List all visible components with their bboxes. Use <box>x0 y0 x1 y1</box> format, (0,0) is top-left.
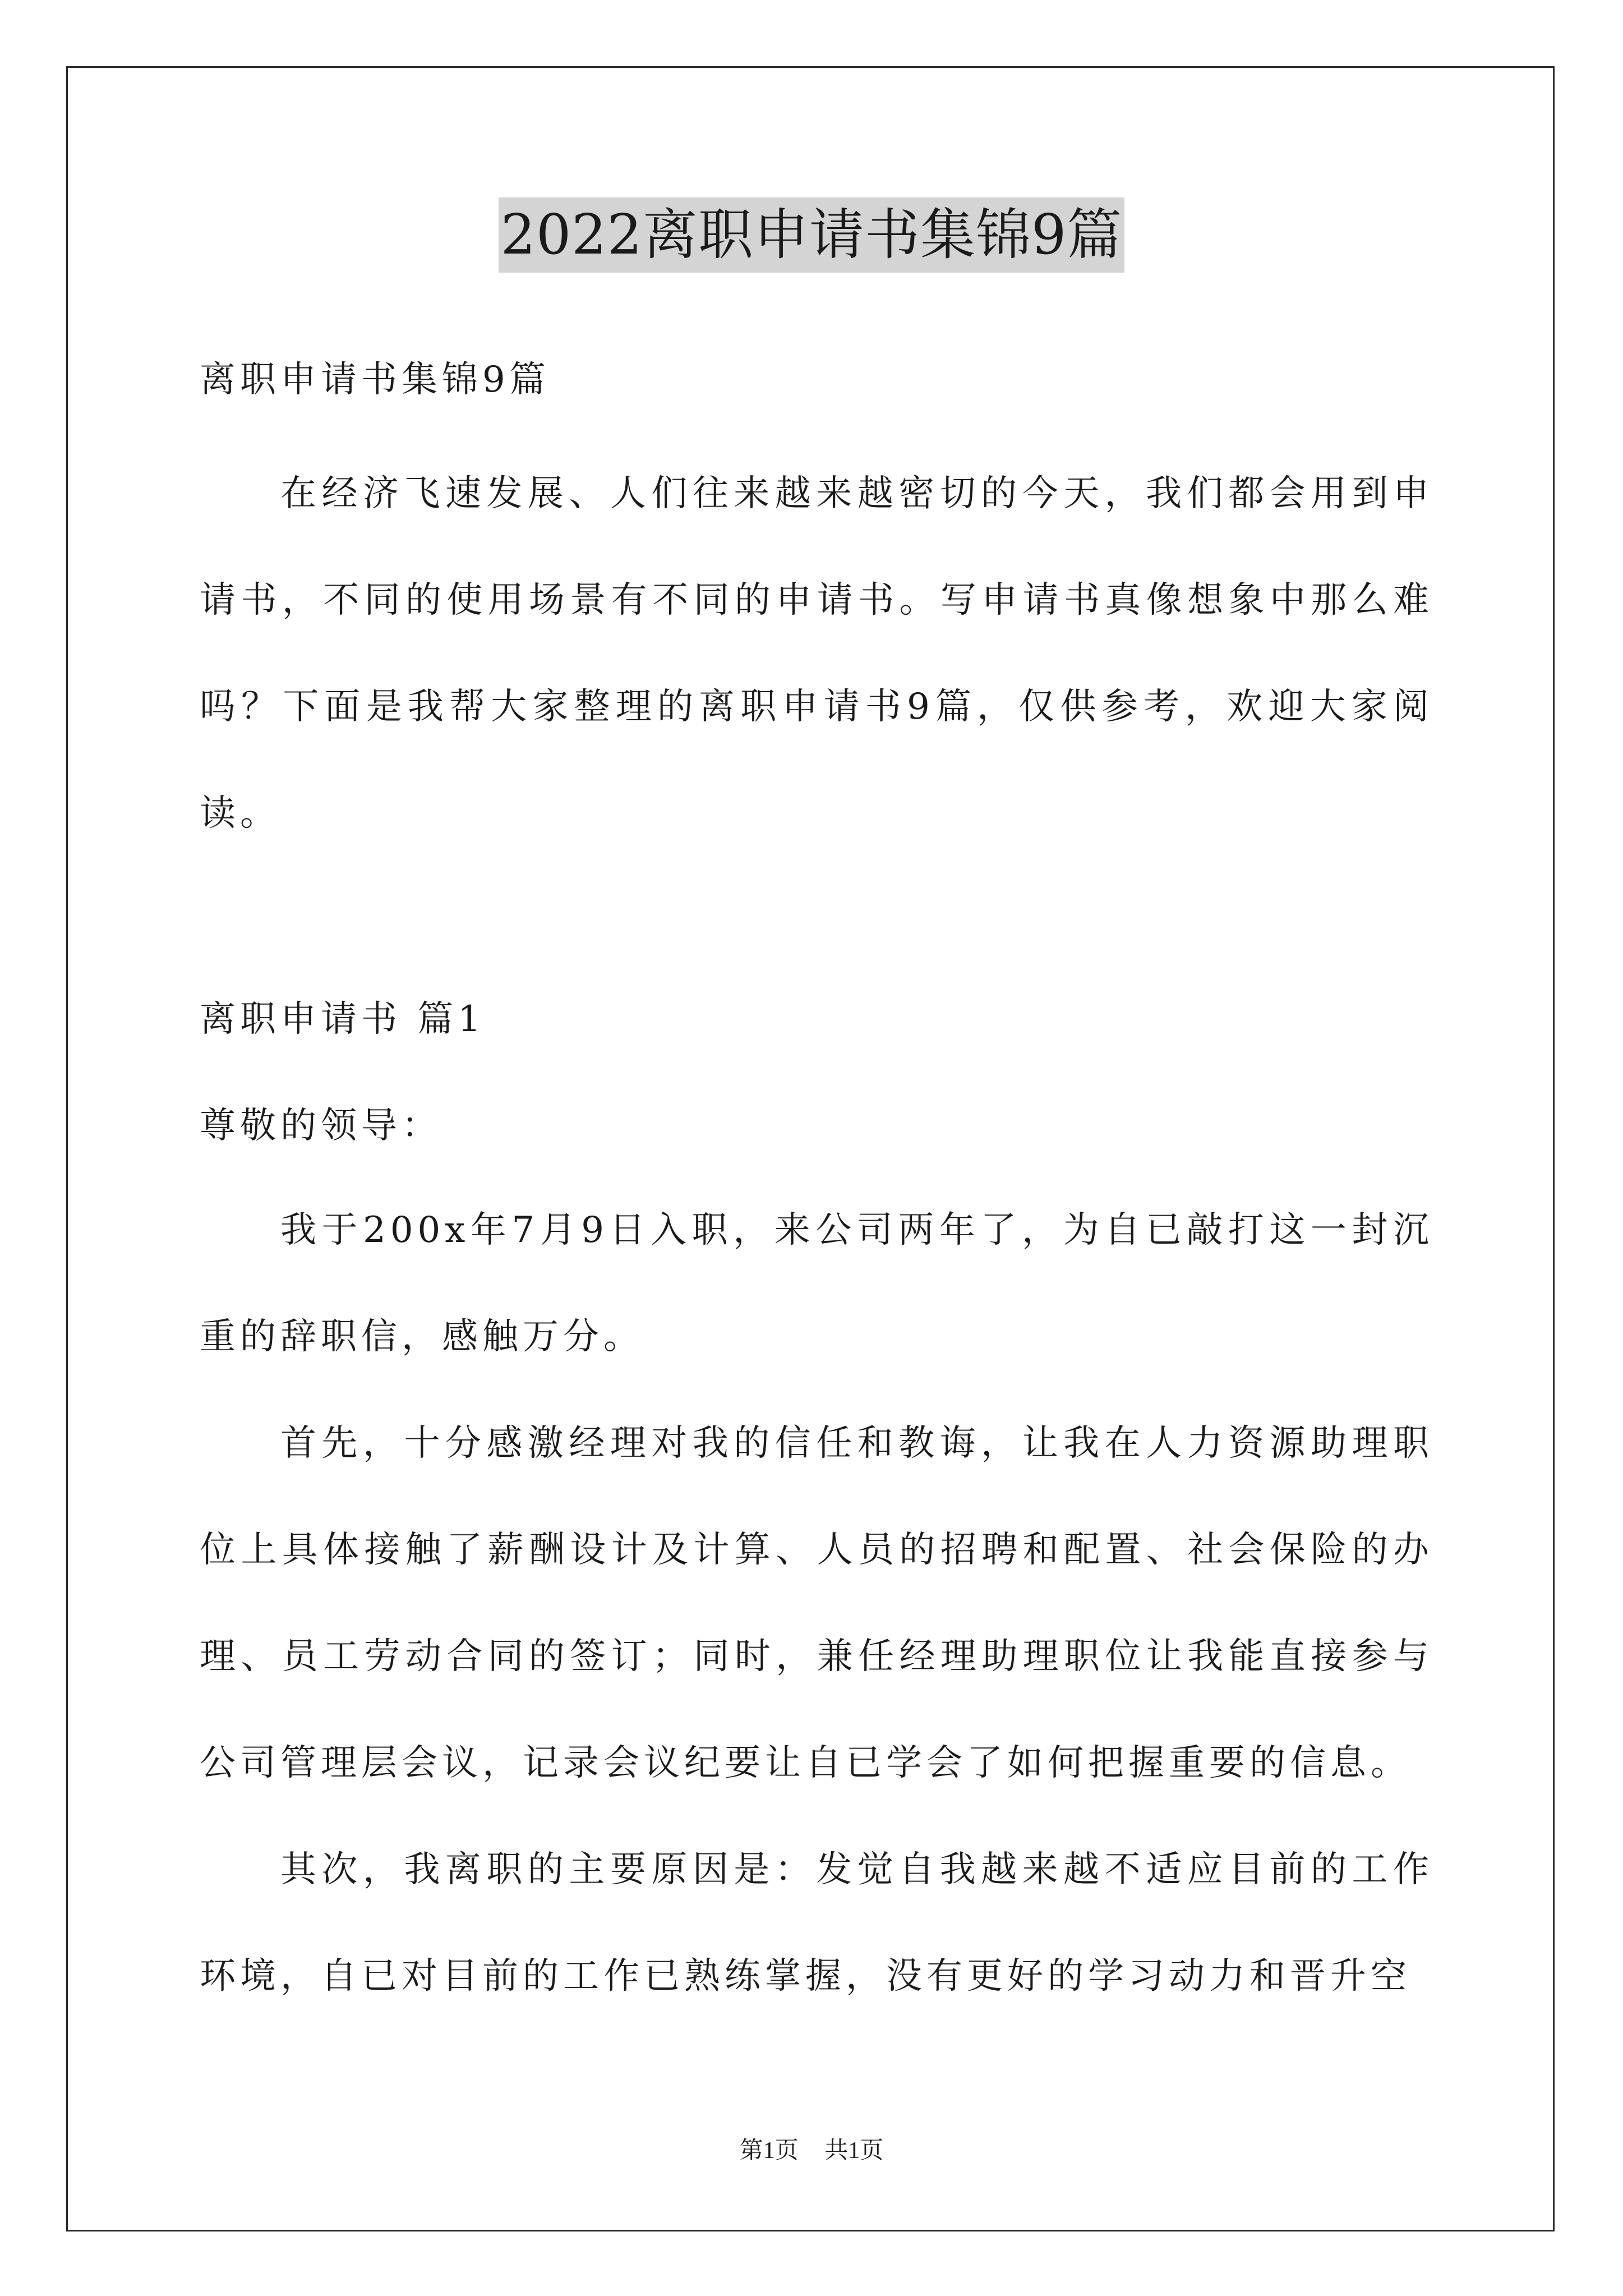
document-subtitle: 离职申请书集锦9篇 <box>200 359 550 401</box>
page-number: 第1页 <box>739 2138 799 2164</box>
page-footer <box>0 2132 1623 2165</box>
body-paragraph-3: 其次，我离职的主要原因是：发觉自我越来越不适应目前的工作环境，自已对目前的工作已熟练掌握，没有更好的学习动力和晋升空 <box>200 1849 1433 1997</box>
body-paragraph-2: 首先，十分感激经理对我的信任和教诲，让我在人力资源助理职位上具体接触了薪酬设计及计算、人员的招聘和配置、社会保险的办理、员工劳动合同的签订；同时，兼任经理助理职位让我能直接参与公司管理层会议，记录会议纪要让自已学会了如何把握重要的信息。 <box>200 1423 1433 1784</box>
section-heading: 离职申请书 篇1 <box>200 999 486 1040</box>
body-paragraph-1: 我于200x年7月9日入职，来公司两年了，为自已敲打这一封沉重的辞职信，感触万分。 <box>200 1209 1433 1358</box>
salutation: 尊敬的领导： <box>200 1105 442 1147</box>
page-total: 共1页 <box>824 2138 884 2164</box>
title-container <box>0 197 1623 273</box>
intro-paragraph: 在经济飞速发展、人们往来越来越密切的今天，我们都会用到申请书，不同的使用场景有不同的申请书。写申请书真像想象中那么难吗？下面是我帮大家整理的离职申请书9篇，仅供参考，欢迎大家阅读。 <box>200 473 1433 834</box>
document-title: 2022离职申请书集锦9篇 <box>499 197 1125 273</box>
